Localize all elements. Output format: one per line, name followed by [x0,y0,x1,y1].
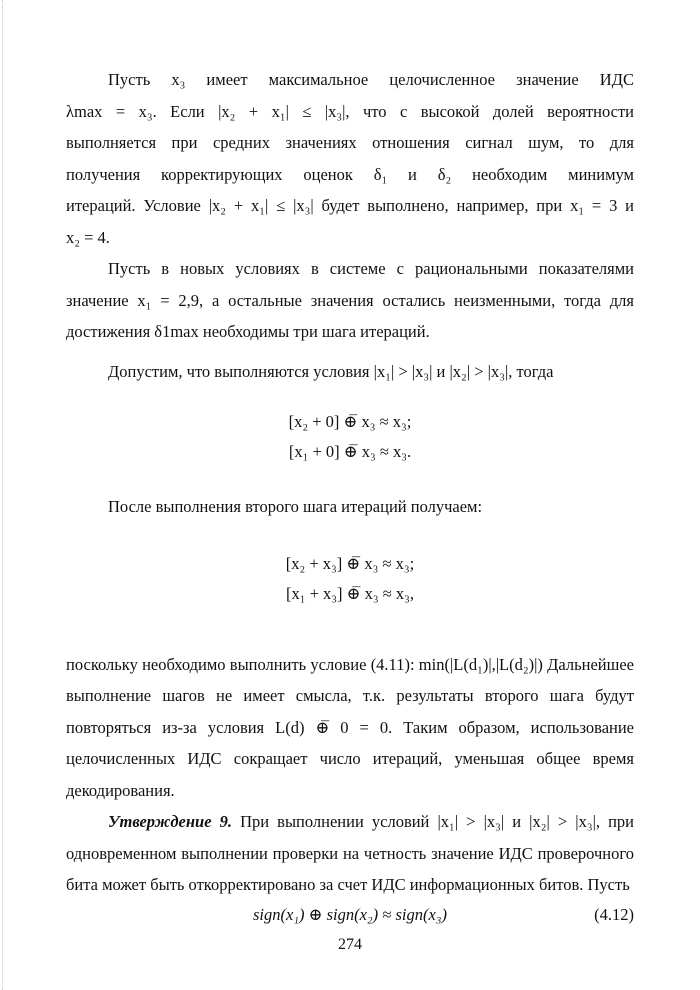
formula-1a: [x₂ + 0] ⊕̅ x₃ ≈ x₃; [288,412,412,431]
formula-group-1 [66,407,634,467]
paragraph-5: поскольку необходимо выполнить условие (4.11): min(|L(d₁)|,|L(d₂)|) Дальнейшее выполнение шагов не имеет смысла, т.к. результаты второго шага будут повторяться из-за условия L(d) ⊕̅ 0 = 0. Таким образом, использование целочисленных ИДС сокращает число итераций, уменьшая общее время декодирования. [66,654,634,800]
page-margin-line [2,0,3,990]
formula-2b: [x₁ + x₃] ⊕̅ x₃ ≈ x₃, [285,583,415,603]
paragraph-1-line-4: получения корректирующих оценок δ₁ и δ₂ необходим минимум [66,164,634,184]
paragraph-1-line-1: Пусть x₃ имеет максимальное целочисленное значение ИДС [108,70,634,89]
paragraph-1-line-3: выполняется при средних значениях отношения сигнал шум, то для [66,133,634,152]
formula-group-2 [66,549,634,609]
paragraph-2: Пусть в новых условиях в системе с рациональными показателями значение x₁ = 2,9, а остальные значения остались неизменными, тогда для достижения δ1max необходимы три шага итераций. [66,259,634,341]
paragraph-3: Допустим, что выполняются условия |x₁| > |x₃| и |x₂| > |x₃|, тогда [108,361,554,381]
page-content [66,64,634,929]
paragraph-1-line-6: x₂ = 4. [66,227,110,247]
paragraph-6 [66,806,634,901]
equation-4-12-body: sign(x₁) ⊕ sign(x₂) ≈ sign(x₃) [252,904,448,924]
statement-title: Утверждение 9. [108,812,232,831]
paragraph-1-line-5: итераций. Условие |x₂ + x₁| ≤ |x₃| будет выполнено, например, при x₁ = 3 и [66,196,634,215]
paragraph-4: После выполнения второго шага итераций получаем: [108,497,483,516]
formula-2a: [x₂ + x₃] ⊕̅ x₃ ≈ x₃; [285,553,415,573]
page-number: 274 [338,936,362,953]
equation-number: (4.12) [594,904,634,924]
statement-text: При выполнении условий |x₁| > |x₃| и |x₂| > |x₃|, при одновременном выполнении проверки на четность значение ИДС проверочного бита может быть откорректировано за счет ИДС информационных битов. Пусть [66,812,634,894]
equation-4-12 [66,901,634,929]
paragraph-1-line-2: λmax = x₃. Если |x₂ + x₁| ≤ |x₃|, что с высокой долей вероятности [66,101,634,121]
formula-1b: [x₁ + 0] ⊕̅ x₃ ≈ x₃. [288,442,412,461]
